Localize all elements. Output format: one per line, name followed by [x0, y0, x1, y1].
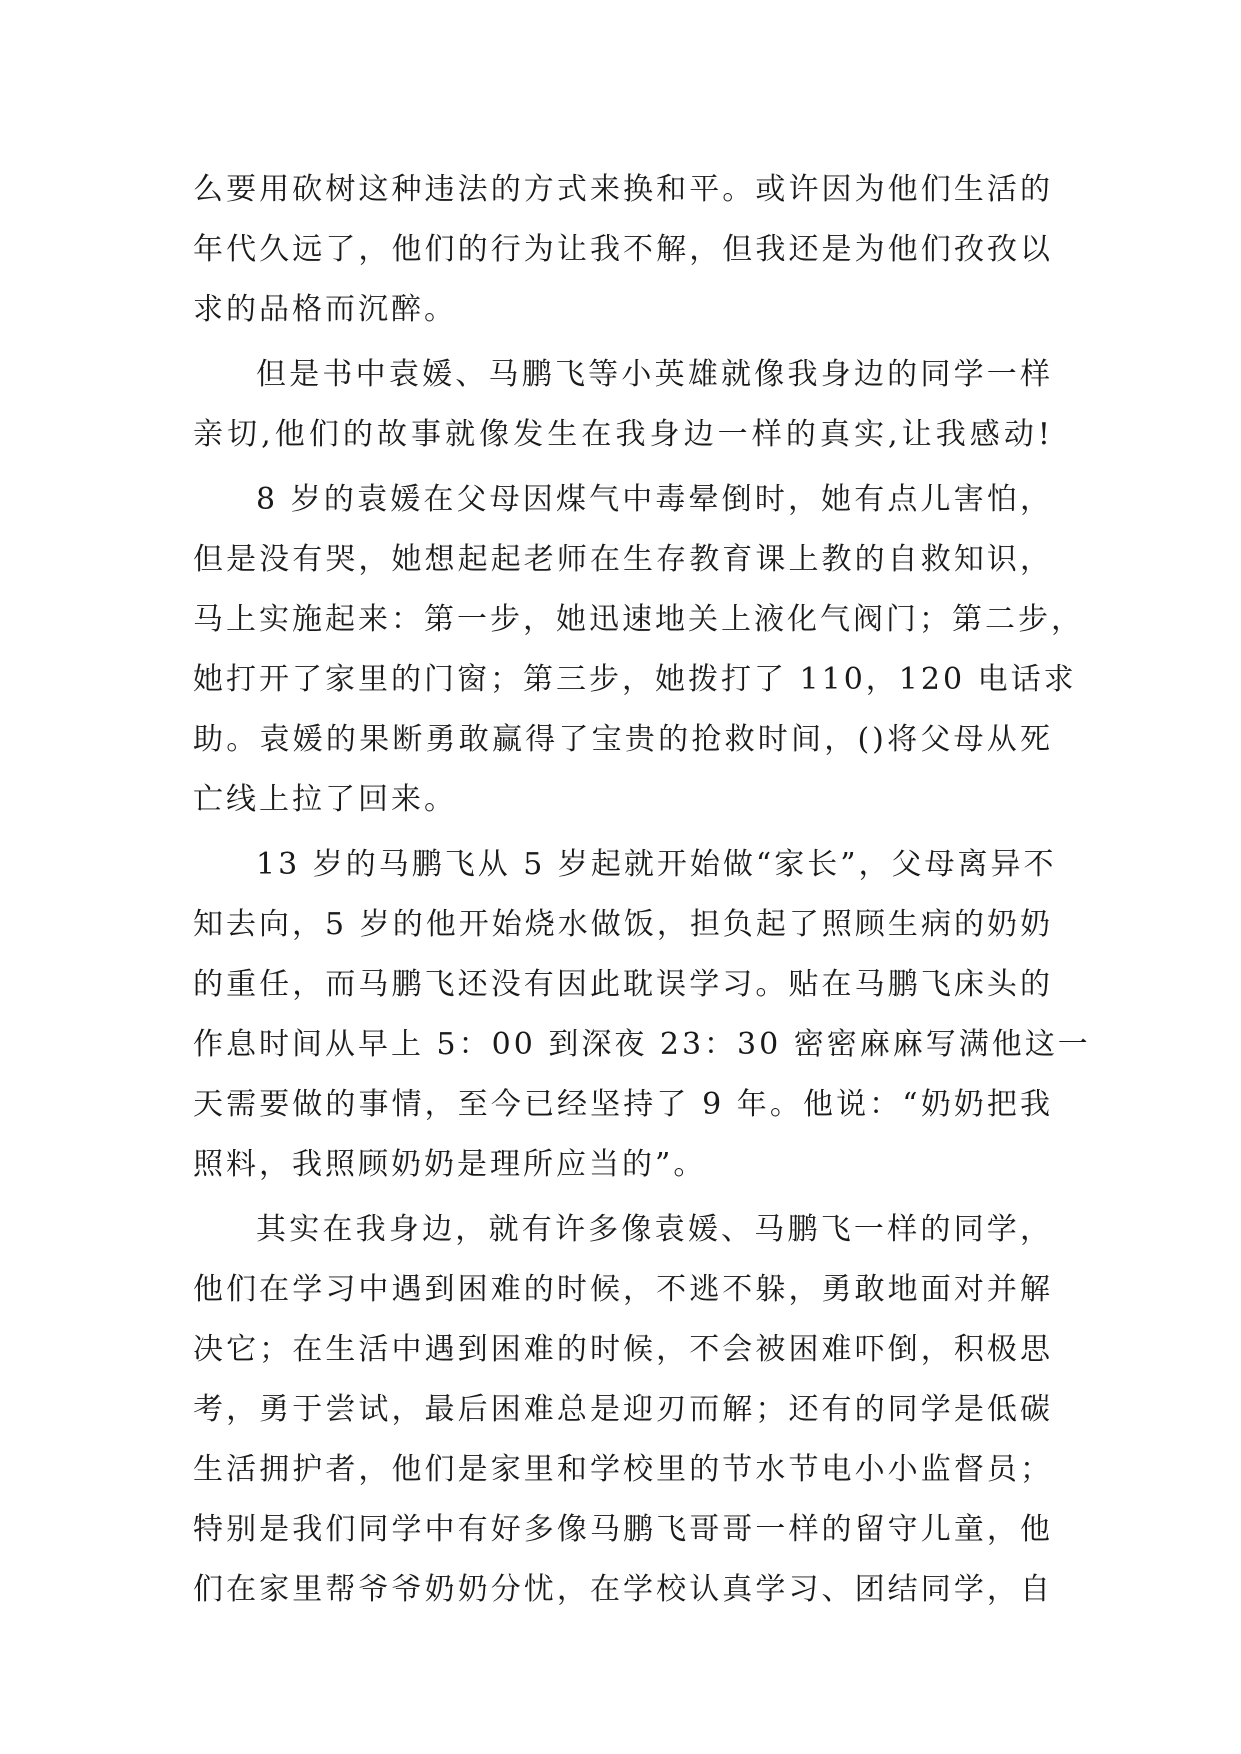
text-line: 13 岁的马鹏飞从 5 岁起就开始做“家长”，父母离异不 [256, 847, 1057, 882]
text-line: 么要用砍树这种违法的方式来换和平。或许因为他们生活的 [193, 172, 1053, 207]
text-line: 求的品格而沉醉。 [193, 292, 457, 327]
body-text [193, 160, 1091, 1620]
text-line: 知去向，5 岁的他开始烧水做饭，担负起了照顾生病的奶奶 [193, 907, 1053, 942]
text-line: 8 岁的袁媛在父母因煤气中毒晕倒时，她有点儿害怕， [256, 482, 1053, 517]
text-line: 她打开了家里的门窗；第三步，她拨打了 110，120 电话求 [193, 662, 1077, 697]
text-line: 考，勇于尝试，最后困难总是迎刃而解；还有的同学是低碳 [193, 1392, 1053, 1427]
text-line: 特别是我们同学中有好多像马鹏飞哥哥一样的留守儿童，他 [193, 1512, 1053, 1547]
text-line: 作息时间从早上 5：00 到深夜 23：30 密密麻麻写满他这一 [193, 1027, 1091, 1062]
text-line: 马上实施起来：第一步，她迅速地关上液化气阀门；第二步， [193, 602, 1084, 637]
text-line: 但是没有哭，她想起起老师在生存教育课上教的自救知识， [193, 542, 1053, 577]
text-line: 天需要做的事情，至今已经坚持了 9 年。他说：“奶奶把我 [193, 1087, 1053, 1122]
text-line: 们在家里帮爷爷奶奶分忧，在学校认真学习、团结同学，自 [193, 1572, 1053, 1607]
text-line: 亲切,他们的故事就像发生在我身边一样的真实,让我感动! [193, 417, 1053, 452]
text-line: 他们在学习中遇到困难的时候，不逃不躲，勇敢地面对并解 [193, 1272, 1053, 1307]
text-line: 照料，我照顾奶奶是理所应当的”。 [193, 1147, 707, 1182]
text-line: 决它；在生活中遇到困难的时候，不会被困难吓倒，积极思 [193, 1332, 1053, 1367]
text-line: 其实在我身边，就有许多像袁媛、马鹏飞一样的同学， [256, 1212, 1053, 1247]
text-line: 亡线上拉了回来。 [193, 782, 457, 817]
text-line: 助。袁媛的果断勇敢赢得了宝贵的抢救时间，()将父母从死 [193, 722, 1053, 757]
text-line: 的重任，而马鹏飞还没有因此耽误学习。贴在马鹏飞床头的 [193, 967, 1053, 1002]
text-line: 年代久远了，他们的行为让我不解，但我还是为他们孜孜以 [193, 232, 1053, 267]
text-line: 但是书中袁媛、马鹏飞等小英雄就像我身边的同学一样 [256, 357, 1053, 392]
text-line: 生活拥护者，他们是家里和学校里的节水节电小小监督员； [193, 1452, 1053, 1487]
